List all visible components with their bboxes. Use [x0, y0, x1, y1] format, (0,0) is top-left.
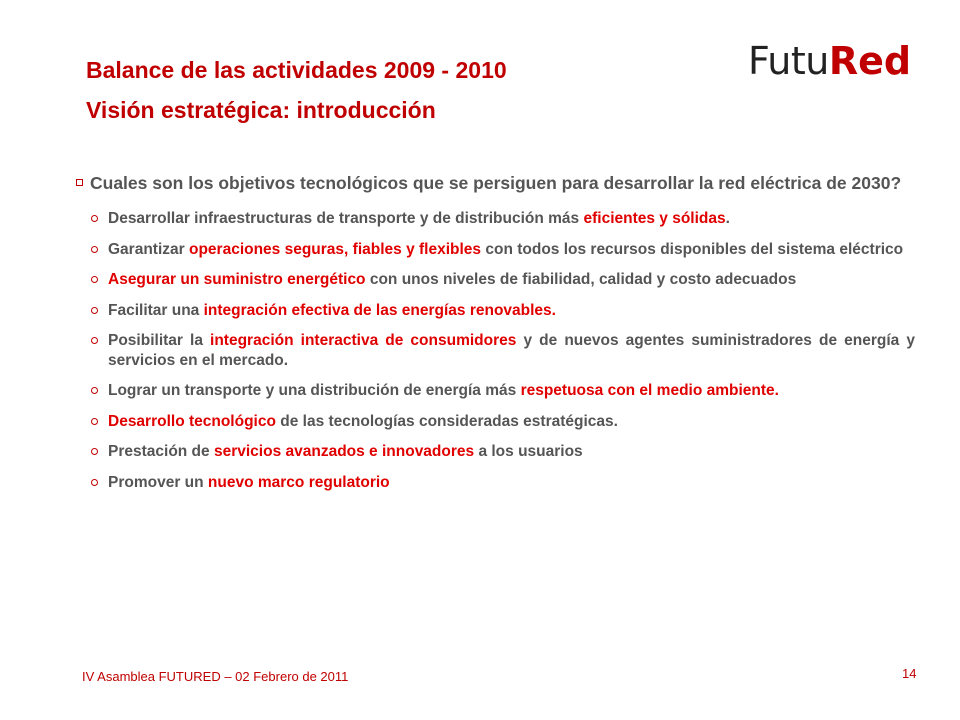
objective-item	[88, 301, 915, 321]
objective-text	[108, 331, 915, 370]
plain-text: Prestación de	[108, 443, 214, 460]
plain-text: de las tecnologías consideradas estratégicas.	[275, 412, 618, 430]
logo-text-red: Red	[828, 39, 912, 83]
objective-text	[108, 209, 915, 229]
plain-text: .	[725, 210, 730, 227]
plain-text: y de nuevos agentes suministradores de energía y servicios en el mercado.	[108, 332, 915, 369]
highlighted-text: integración interactiva de consumidores	[210, 332, 517, 349]
plain-text: Promover un	[108, 473, 208, 491]
highlighted-text: nuevo marco regulatorio	[207, 473, 390, 491]
objective-text	[108, 412, 915, 432]
main-bullet-item	[70, 172, 915, 195]
page-number: 14	[902, 666, 917, 681]
square-bullet-icon	[76, 179, 83, 186]
objective-text	[108, 381, 915, 401]
objective-text	[108, 270, 915, 290]
plain-text: Posibilitar la	[108, 332, 211, 349]
highlighted-text: operaciones seguras, fiables y flexibles	[188, 240, 482, 258]
objective-item	[88, 473, 915, 493]
plain-text: Desarrollar infraestructuras de transporte y de distribución más	[108, 210, 584, 227]
plain-text: Facilitar una	[108, 301, 204, 319]
plain-text: con todos los recursos disponibles del sistema eléctrico	[481, 240, 904, 258]
objective-item	[88, 331, 915, 370]
objective-item	[88, 240, 915, 260]
objective-text	[108, 442, 915, 462]
highlighted-text: eficientes y sólidas	[583, 210, 726, 227]
highlighted-text: servicios avanzados e innovadores	[213, 443, 475, 460]
plain-text: Lograr un transporte y una distribución de energía más	[108, 382, 521, 399]
highlighted-text: respetuosa con el medio ambiente.	[520, 382, 779, 399]
highlighted-text: Desarrollo tecnológico	[108, 412, 276, 430]
plain-text: Garantizar	[108, 240, 189, 258]
objectives-list	[70, 209, 915, 492]
objective-text	[108, 473, 915, 493]
objective-item	[88, 412, 915, 432]
circle-bullet-icon	[91, 387, 98, 394]
objective-item	[88, 381, 915, 401]
highlighted-text: integración efectiva de las energías renovables.	[203, 301, 556, 319]
circle-bullet-icon	[91, 307, 98, 314]
plain-text: a los usuarios	[474, 443, 583, 460]
slide-content	[70, 172, 915, 503]
circle-bullet-icon	[91, 448, 98, 455]
slide-title: Balance de las actividades 2009 - 2010	[86, 57, 507, 83]
circle-bullet-icon	[91, 276, 98, 283]
highlighted-text: Asegurar un suministro energético	[108, 271, 366, 288]
circle-bullet-icon	[91, 479, 98, 486]
objective-item	[88, 270, 915, 290]
circle-bullet-icon	[91, 215, 98, 222]
main-question: Cuales son los objetivos tecnológicos que se persiguen para desarrollar la red eléctrica de 2030?	[90, 173, 902, 193]
footer-text: IV Asamblea FUTURED – 02 Febrero de 2011	[82, 669, 349, 684]
objective-text	[108, 240, 915, 260]
objective-item	[88, 442, 915, 462]
slide-subtitle: Visión estratégica: introducción	[86, 97, 436, 123]
circle-bullet-icon	[91, 418, 98, 425]
circle-bullet-icon	[91, 246, 98, 253]
futured-logo	[748, 39, 912, 83]
logo-text-futu: Futu	[748, 39, 829, 83]
objective-item	[88, 209, 915, 229]
objective-text	[108, 301, 915, 321]
plain-text: con unos niveles de fiabilidad, calidad y costo adecuados	[365, 271, 797, 288]
circle-bullet-icon	[91, 337, 98, 344]
